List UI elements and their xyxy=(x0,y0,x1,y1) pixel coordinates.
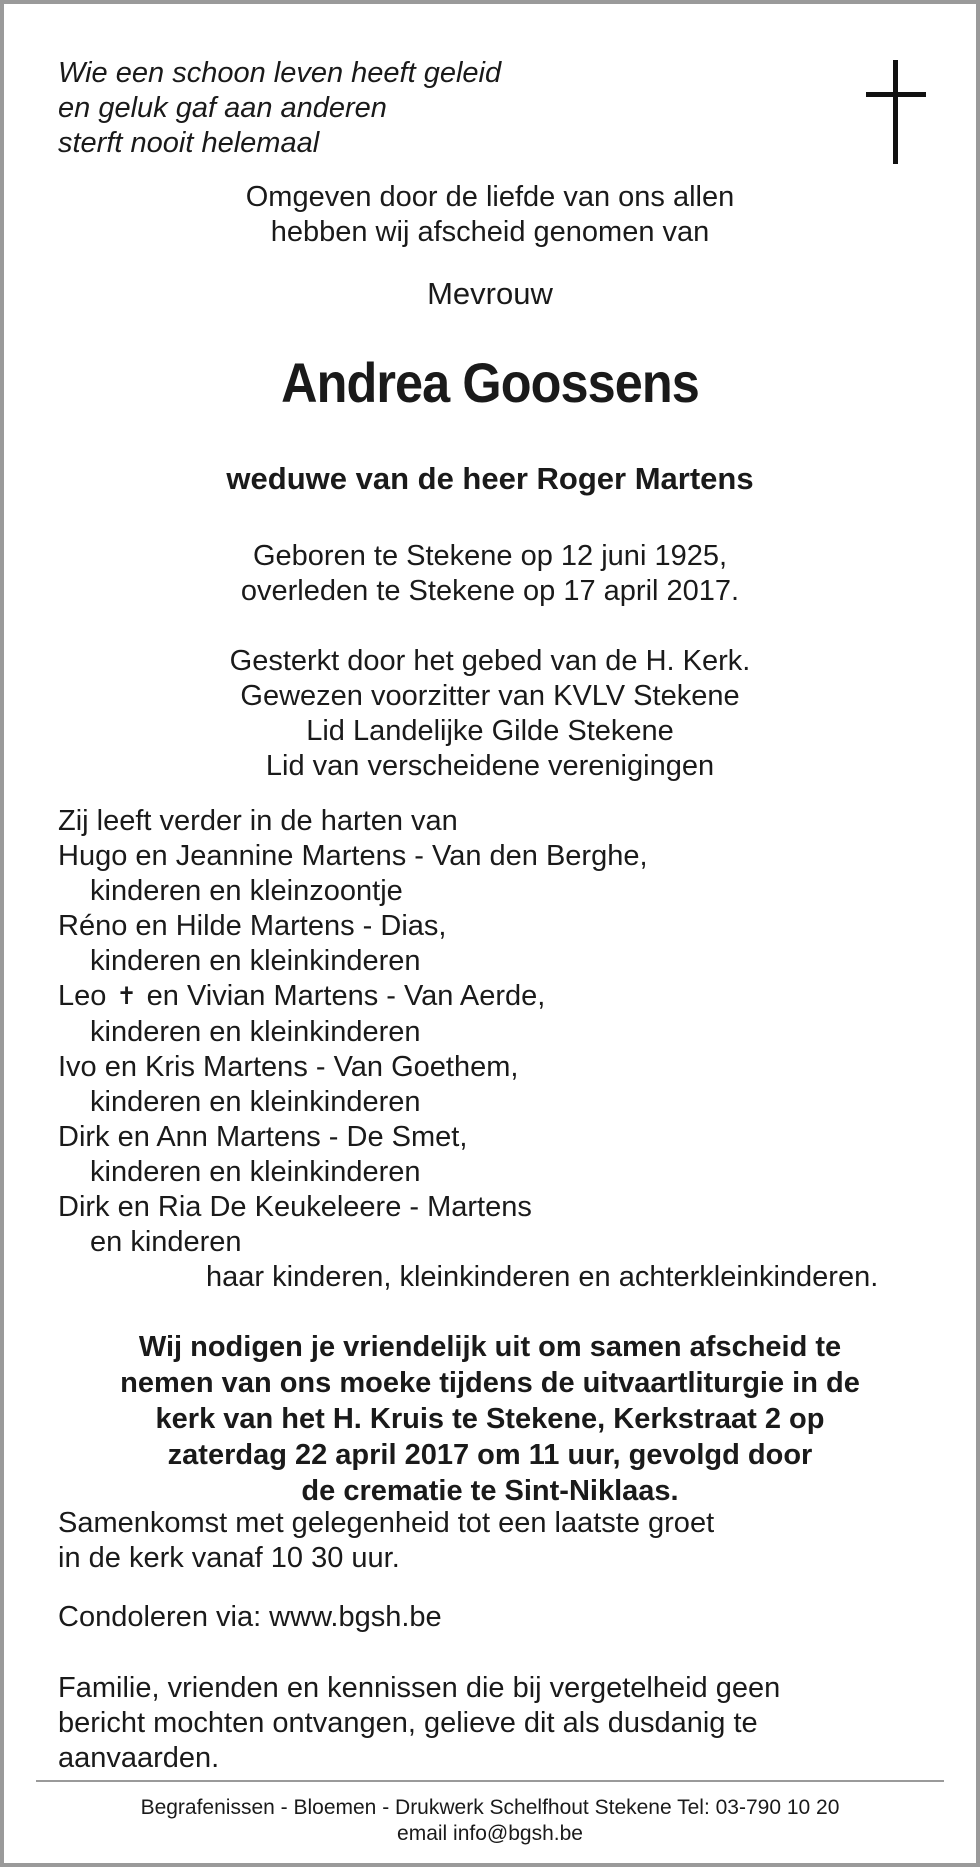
role-line: Lid van verscheidene verenigingen xyxy=(265,750,715,782)
role-line: Gesterkt door het gebed van de H. Kerk. xyxy=(229,645,751,677)
family-entry-sub: kinderen en kleinkinderen xyxy=(90,1016,421,1048)
invitation-line: nemen van ons moeke tijdens de uitvaartliturgie in de xyxy=(120,1367,860,1399)
role-line: Gewezen voorzitter van KVLV Stekene xyxy=(240,680,740,712)
family-entry-name-after: en Vivian Martens - Van Aerde, xyxy=(146,980,546,1012)
dagger-icon: ✝ xyxy=(116,983,137,1010)
gathering-line: Samenkomst met gelegenheid tot een laatste groet xyxy=(58,1507,715,1539)
roles xyxy=(4,644,976,784)
poem-line: Wie een schoon leven heeft geleid xyxy=(58,57,502,89)
invitation-line: de crematie te Sint-Niklaas. xyxy=(301,1475,679,1507)
family-entry-names: Réno en Hilde Martens - Dias, xyxy=(58,910,447,942)
footer-line: email info@bgsh.be xyxy=(397,1822,583,1845)
family-entry-sub: kinderen en kleinkinderen xyxy=(90,945,421,977)
family-entry-names: Dirk en Ann Martens - De Smet, xyxy=(58,1121,468,1153)
family-entry-names xyxy=(58,979,938,1015)
birth-death-dates xyxy=(4,539,976,609)
cross-icon xyxy=(866,60,926,164)
condolence-info xyxy=(58,1600,938,1635)
notice-line: Familie, vrienden en kennissen die bij vergetelheid geen xyxy=(58,1672,781,1704)
widow-of: weduwe van de heer Roger Martens xyxy=(226,461,754,496)
intro-line: Omgeven door de liefde van ons allen xyxy=(245,181,735,213)
invitation-line: Wij nodigen je vriendelijk uit om samen afscheid te xyxy=(138,1331,842,1363)
gathering-line: in de kerk vanaf 10 30 uur. xyxy=(58,1542,400,1574)
died-line: overleden te Stekene op 17 april 2017. xyxy=(240,575,740,607)
role-line: Lid Landelijke Gilde Stekene xyxy=(306,715,674,747)
gathering-info xyxy=(58,1506,938,1576)
footer xyxy=(4,1795,976,1847)
family-entry-sub: kinderen en kleinkinderen xyxy=(90,1086,421,1118)
poem-line: sterft nooit helemaal xyxy=(58,127,320,159)
family-entry-names: Dirk en Ria De Keukeleere - Martens xyxy=(58,1191,532,1223)
family-entry-sub: kinderen en kleinzoontje xyxy=(90,875,403,907)
notice-line: aanvaarden. xyxy=(58,1742,220,1774)
footer-line: Begrafenissen - Bloemen - Drukwerk Schelfhout Stekene Tel: 03-790 10 20 xyxy=(140,1796,840,1819)
condolence-line: Condoleren via: www.bgsh.be xyxy=(58,1601,442,1633)
family-entry-names: Ivo en Kris Martens - Van Goethem, xyxy=(58,1051,519,1083)
poem xyxy=(58,56,501,161)
poem-line: en geluk gaf aan anderen xyxy=(58,92,387,124)
intro-text xyxy=(4,180,976,250)
family-intro: Zij leeft verder in de harten van xyxy=(58,805,458,837)
family-list xyxy=(58,804,938,1295)
intro-line: hebben wij afscheid genomen van xyxy=(270,216,710,248)
notice-text xyxy=(58,1671,938,1776)
family-entry-sub: kinderen en kleinkinderen xyxy=(90,1156,421,1188)
footer-divider xyxy=(36,1780,944,1782)
funeral-invitation xyxy=(4,1329,976,1509)
born-line: Geboren te Stekene op 12 juni 1925, xyxy=(252,540,728,572)
deceased-name: Andrea Goossens xyxy=(281,351,699,414)
family-entry-names: Hugo en Jeannine Martens - Van den Berghe, xyxy=(58,840,648,872)
honorific: Mevrouw xyxy=(427,276,553,311)
family-entry-name-before: Leo xyxy=(58,980,107,1012)
notice-line: bericht mochten ontvangen, gelieve dit als dusdanig te xyxy=(58,1707,758,1739)
invitation-line: kerk van het H. Kruis te Stekene, Kerkstraat 2 op xyxy=(155,1403,825,1435)
family-entry-sub: en kinderen xyxy=(90,1226,242,1258)
family-summary: haar kinderen, kleinkinderen en achterkleinkinderen. xyxy=(206,1261,879,1293)
invitation-line: zaterdag 22 april 2017 om 11 uur, gevolgd door xyxy=(167,1439,813,1471)
